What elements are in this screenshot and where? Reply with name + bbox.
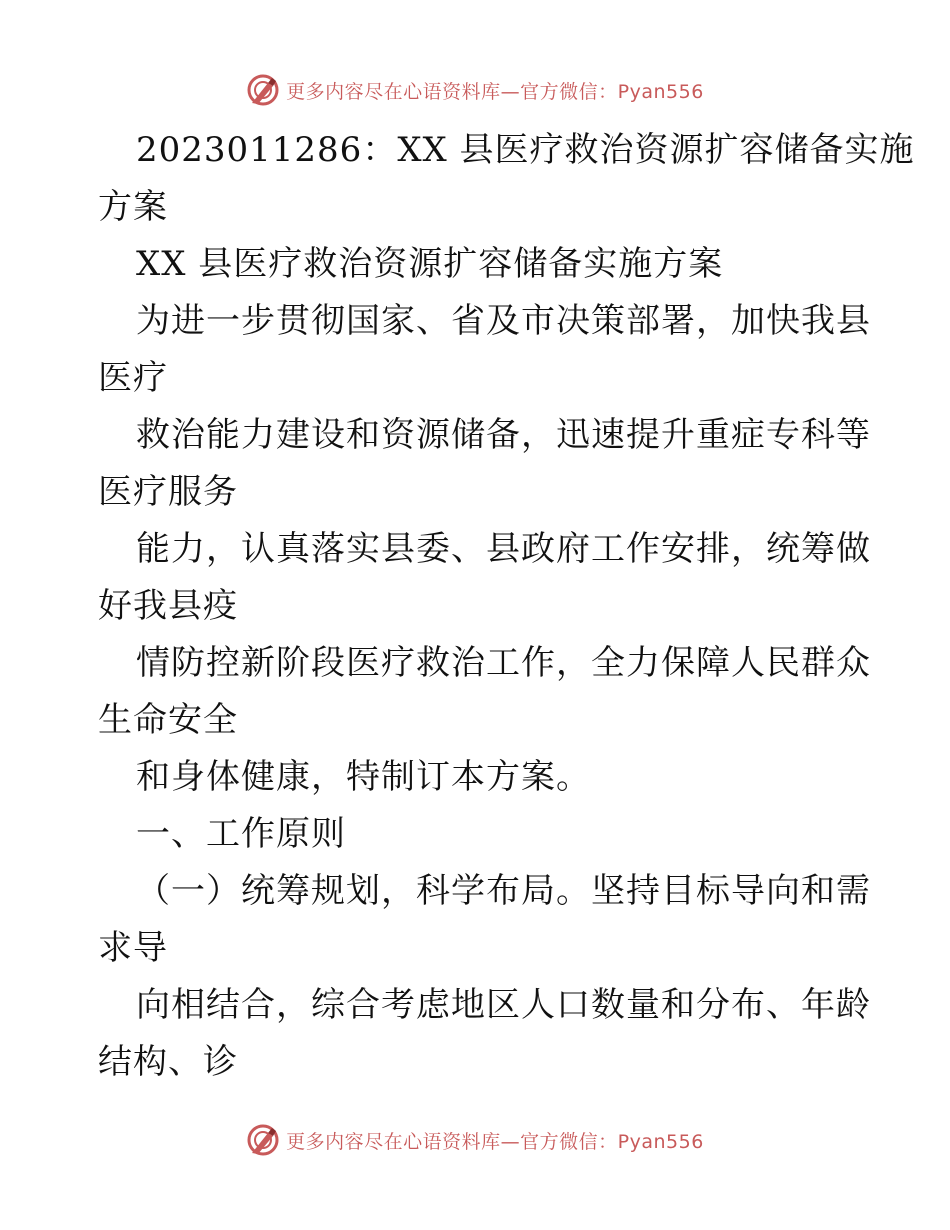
watermark-header	[0, 70, 950, 110]
document-line: 和身体健康，特制订本方案。	[136, 757, 591, 797]
document-line: 医疗	[98, 358, 168, 398]
document-line: 为进一步贯彻国家、省及市决策部署，加快我县	[136, 301, 871, 341]
document-line: 向相结合，综合考虑地区人口数量和分布、年龄	[136, 985, 871, 1025]
pen-logo-icon	[246, 73, 280, 107]
pen-logo-icon	[246, 1123, 280, 1157]
watermark-text: 更多内容尽在心语资料库—官方微信：Pyan556	[286, 80, 704, 103]
document-line: 求导	[98, 928, 168, 968]
document-line: 一、工作原则	[136, 814, 346, 854]
watermark-footer	[0, 1120, 950, 1160]
document-line: 救治能力建设和资源储备，迅速提升重症专科等	[136, 415, 871, 455]
document-line: 医疗服务	[98, 472, 238, 512]
watermark-text: 更多内容尽在心语资料库—官方微信：Pyan556	[286, 1130, 704, 1153]
document-line: XX 县医疗救治资源扩容储备实施方案	[136, 244, 724, 284]
document-line: 结构、诊	[98, 1042, 238, 1082]
document-line: 好我县疫	[98, 586, 238, 626]
document-line: （一）统筹规划，科学布局。坚持目标导向和需	[136, 871, 871, 911]
document-line: 能力，认真落实县委、县政府工作安排，统筹做	[136, 529, 871, 569]
document-line: 情防控新阶段医疗救治工作，全力保障人民群众	[136, 643, 871, 683]
document-line: 生命安全	[98, 700, 238, 740]
document-line: 方案	[98, 187, 168, 227]
document-line: 2023011286：XX 县医疗救治资源扩容储备实施	[136, 130, 915, 170]
document-body	[98, 122, 915, 1091]
